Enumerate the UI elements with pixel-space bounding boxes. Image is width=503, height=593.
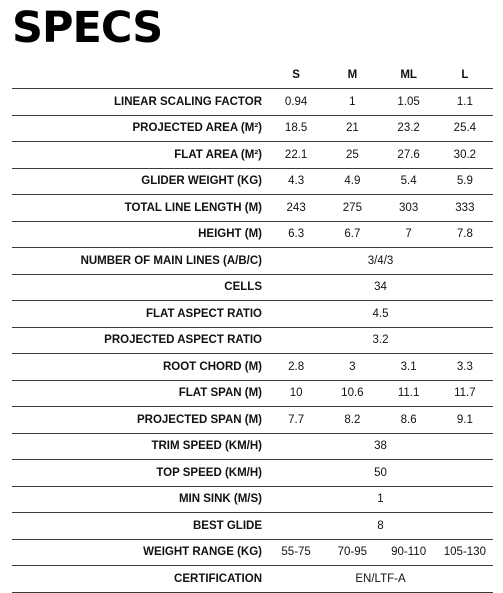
spec-value: 7.7 xyxy=(288,413,305,426)
spec-value: 27.6 xyxy=(397,148,420,161)
specs-table xyxy=(12,62,493,593)
spec-value: 275 xyxy=(342,201,362,214)
spec-value: 7.8 xyxy=(456,228,473,241)
spec-label: CELLS xyxy=(224,281,262,294)
table-row xyxy=(12,327,493,354)
spec-value: 1.1 xyxy=(456,95,473,108)
table-row xyxy=(12,301,493,328)
spec-value: EN/LTF-A xyxy=(355,572,406,585)
spec-value: 10.6 xyxy=(341,387,364,400)
table-row xyxy=(12,460,493,487)
spec-value: 34 xyxy=(374,281,387,294)
page-title: SPECS xyxy=(12,3,163,53)
spec-value: 50 xyxy=(374,466,387,479)
spec-value: 18.5 xyxy=(284,122,308,135)
table-row xyxy=(12,513,493,540)
spec-value: 333 xyxy=(455,201,475,214)
spec-value: 6.7 xyxy=(344,228,361,241)
spec-label: TRIM SPEED (KM/H) xyxy=(151,440,262,453)
spec-value: 3.2 xyxy=(372,334,389,347)
spec-value: 5.9 xyxy=(456,175,473,188)
table-row xyxy=(12,486,493,513)
spec-label: WEIGHT RANGE (KG) xyxy=(143,546,262,559)
spec-value: 22.1 xyxy=(284,148,308,161)
spec-label: GLIDER WEIGHT (KG) xyxy=(141,175,262,188)
spec-label: TOTAL LINE LENGTH (M) xyxy=(124,201,262,214)
table-row xyxy=(12,221,493,248)
spec-value: 8 xyxy=(377,519,384,532)
table-row xyxy=(12,433,493,460)
spec-value: 4.3 xyxy=(288,175,305,188)
spec-value: 25 xyxy=(345,148,359,161)
size-header-l: L xyxy=(461,69,469,81)
size-header-ml: ML xyxy=(400,69,417,81)
spec-label: MIN SINK (M/S) xyxy=(178,493,262,506)
spec-label: FLAT ASPECT RATIO xyxy=(145,307,262,320)
spec-value: 3.3 xyxy=(456,360,473,373)
spec-value: 90-110 xyxy=(391,546,427,559)
spec-value: 3 xyxy=(349,360,356,373)
table-row xyxy=(12,407,493,434)
spec-value: 23.2 xyxy=(397,122,420,135)
spec-value: 21 xyxy=(345,122,359,135)
spec-value: 3.1 xyxy=(400,360,417,373)
spec-value: 8.2 xyxy=(344,413,361,426)
spec-value: 30.2 xyxy=(453,148,477,161)
spec-value: 70-95 xyxy=(337,546,368,559)
spec-value: 1 xyxy=(377,493,384,506)
spec-value: 2.8 xyxy=(288,360,305,373)
spec-value: 25.4 xyxy=(453,122,477,135)
table-row xyxy=(12,168,493,195)
size-header-m: M xyxy=(347,69,358,81)
spec-label: ROOT CHORD (M) xyxy=(162,360,262,373)
spec-value: 11.1 xyxy=(397,387,420,400)
table-row xyxy=(12,274,493,301)
spec-label: BEST GLIDE xyxy=(192,519,262,532)
spec-value: 5.4 xyxy=(400,175,417,188)
header-row xyxy=(12,62,493,89)
spec-value: 105-130 xyxy=(443,546,486,559)
table-row xyxy=(12,539,493,566)
table-row xyxy=(12,195,493,222)
spec-value: 7 xyxy=(405,228,412,241)
spec-value: 0.94 xyxy=(284,95,308,108)
spec-label: FLAT SPAN (M) xyxy=(178,387,262,400)
table-row xyxy=(12,115,493,142)
spec-value: 55-75 xyxy=(281,546,311,559)
spec-label: CERTIFICATION xyxy=(174,572,262,585)
spec-value: 3/4/3 xyxy=(367,254,394,267)
size-header-s: S xyxy=(292,69,300,81)
spec-value: 243 xyxy=(286,201,306,214)
spec-value: 8.6 xyxy=(400,413,417,426)
table-row xyxy=(12,566,493,593)
spec-value: 1.05 xyxy=(397,95,420,108)
table-row xyxy=(12,142,493,169)
spec-value: 4.5 xyxy=(372,307,389,320)
spec-value: 6.3 xyxy=(288,228,305,241)
table-row xyxy=(12,248,493,275)
spec-label: FLAT AREA (M²) xyxy=(174,148,262,161)
spec-value: 11.7 xyxy=(454,387,476,400)
table-row xyxy=(12,89,493,116)
header-spacer xyxy=(12,62,268,89)
table-row xyxy=(12,380,493,407)
spec-value: 303 xyxy=(399,201,419,214)
spec-label: TOP SPEED (KM/H) xyxy=(156,466,262,479)
spec-value: 4.9 xyxy=(344,175,361,188)
spec-value: 38 xyxy=(374,440,387,453)
spec-label: PROJECTED ASPECT RATIO xyxy=(104,334,262,347)
spec-label: PROJECTED AREA (M²) xyxy=(132,122,262,135)
spec-label: PROJECTED SPAN (M) xyxy=(136,413,262,426)
spec-label: HEIGHT (M) xyxy=(198,228,262,241)
spec-label: NUMBER OF MAIN LINES (A/B/C) xyxy=(80,254,262,267)
spec-value: 1 xyxy=(349,95,356,108)
spec-label: LINEAR SCALING FACTOR xyxy=(113,95,262,108)
table-row xyxy=(12,354,493,381)
spec-value: 9.1 xyxy=(456,413,473,426)
spec-value: 10 xyxy=(289,387,303,400)
